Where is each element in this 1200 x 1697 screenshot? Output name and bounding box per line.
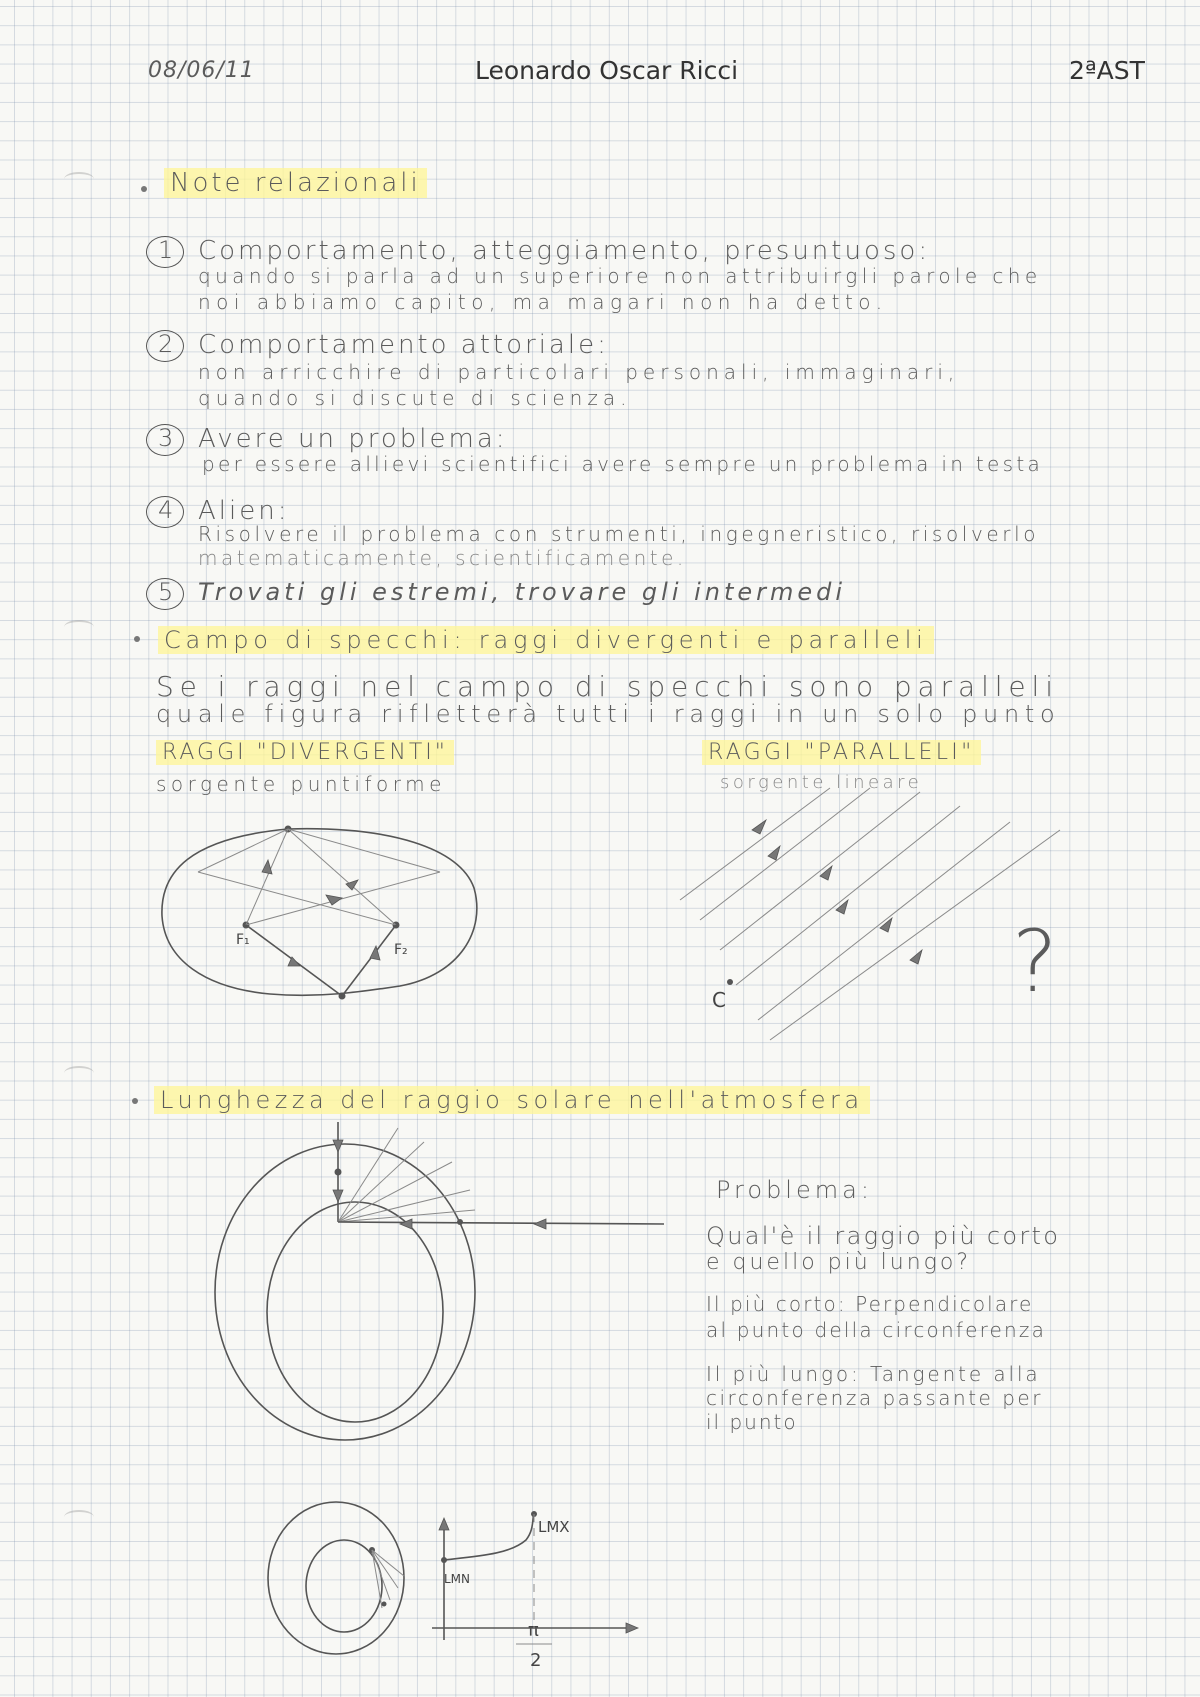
length-graph	[432, 1511, 638, 1644]
item-3-line1: Avere un problema:	[198, 424, 508, 454]
item-1-line1: Comportamento, atteggiamento, presuntuoso:	[198, 236, 931, 266]
short-ray-line1: Il più corto: Perpendicolare	[706, 1292, 1034, 1316]
section2-title: Campo di specchi: raggi divergenti e paralleli	[158, 626, 934, 654]
item-4-line2: Risolvere il problema con strumenti, ingegneristico, risolverlo	[198, 522, 1040, 546]
divergent-rays-diagram	[162, 826, 477, 1000]
item-number: 1	[158, 236, 176, 264]
long-ray-line3: il punto	[706, 1410, 798, 1434]
graph-label-min: LMN	[444, 1572, 471, 1586]
item-3-line2: per essere allievi scientifici avere sempre un problema in testa	[202, 452, 1044, 476]
left-diagram-title: RAGGI "DIVERGENTI"	[156, 740, 454, 765]
problem-line1: Qual'è il raggio più corto	[706, 1222, 1061, 1250]
small-rings-diagram	[268, 1502, 404, 1654]
right-diagram-title: RAGGI "PARALLELI"	[702, 740, 981, 765]
problem-title: Problema:	[716, 1176, 873, 1204]
header-date: 08/06/11	[148, 58, 255, 83]
item-4-line3: matematicamente, scientificamente.	[198, 546, 687, 570]
atmosphere-diagram	[215, 1122, 664, 1440]
item-4-line1: Alien:	[198, 496, 290, 526]
graph-label-max: LMX	[538, 1518, 570, 1536]
header-author: Leonardo Oscar Ricci	[475, 56, 739, 85]
item-2-line3: quando si discute di scienza.	[198, 386, 632, 410]
section3-title: Lunghezza del raggio solare nell'atmosfera	[154, 1086, 870, 1114]
question-mark: ?	[1012, 912, 1058, 1012]
item-number: 3	[158, 424, 176, 452]
parallel-rays-diagram	[680, 788, 1060, 1040]
label-f2: F₂	[394, 942, 408, 958]
item-2-line2: non arricchire di particolari personali, immaginari,	[198, 360, 960, 384]
label-f1: F₁	[236, 932, 250, 948]
item-number: 4	[158, 496, 176, 524]
header-class: 2ªAST	[1069, 56, 1145, 85]
left-diagram-subtitle: sorgente puntiforme	[156, 772, 446, 796]
item-2-line1: Comportamento attoriale:	[198, 330, 609, 360]
short-ray-line2: al punto della circonferenza	[706, 1318, 1047, 1342]
section2-line1: Se i raggi nel campo di specchi sono paralleli	[156, 670, 1059, 703]
graph-label-pi: π	[528, 1620, 539, 1641]
right-diagram-subtitle: sorgente lineare	[720, 772, 923, 793]
item-1-line3: noi abbiamo capito, ma magari non ha detto.	[198, 290, 888, 314]
item-number: 2	[158, 330, 176, 358]
section1-title: Note relazionali	[164, 168, 427, 198]
graph-label-two: 2	[530, 1650, 542, 1671]
long-ray-line1: Il più lungo: Tangente alla	[706, 1362, 1041, 1386]
problem-line2: e quello più lungo?	[706, 1250, 972, 1275]
item-5-line1: Trovati gli estremi, trovare gli intermedi	[198, 578, 847, 606]
item-number: 5	[158, 578, 176, 606]
section2-line2: quale figura rifletterà tutti i raggi in un solo punto	[156, 700, 1061, 728]
item-1-line2: quando si parla ad un superiore non attribuirgli parole che	[198, 264, 1042, 288]
long-ray-line2: circonferenza passante per	[706, 1386, 1043, 1410]
label-c: C	[712, 988, 726, 1012]
